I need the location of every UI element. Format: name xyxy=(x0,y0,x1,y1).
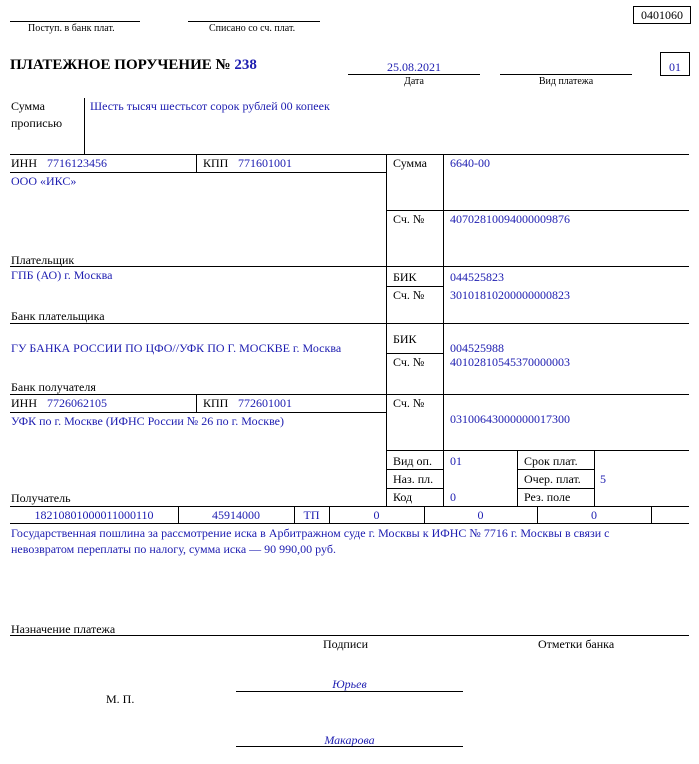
purpose-text-2: невозвратом переплаты по налогу, сумма иска — 90 990,00 руб. xyxy=(11,542,336,556)
payee-kpp-label: КПП xyxy=(203,396,229,410)
grid-line xyxy=(386,469,443,470)
payment-type-label: Вид платежа xyxy=(538,76,594,87)
signature-1: Юрьев xyxy=(332,677,367,691)
tax-doc-date: 0 xyxy=(591,508,597,522)
grid-line xyxy=(386,450,689,451)
form-code: 0401060 xyxy=(633,6,691,24)
signature-2: Макарова xyxy=(324,733,375,747)
payer-bik-label: БИК xyxy=(393,270,417,284)
grid-line xyxy=(10,394,689,395)
grid-line xyxy=(386,154,387,506)
tax-doc-number: 0 xyxy=(477,508,484,522)
payee-bank-name: ГУ БАНКА РОССИИ ПО ЦФО//УФК ПО Г. МОСКВЕ г. Москва xyxy=(11,341,342,355)
grid-line xyxy=(10,635,689,636)
amount-words-label-2: прописью xyxy=(11,116,63,130)
payee-inn: 7726062105 xyxy=(47,396,107,410)
payer-bik: 044525823 xyxy=(450,270,504,284)
payee-account: 03100643000000017300 xyxy=(450,412,570,426)
payee-bik-label: БИК xyxy=(393,332,417,346)
grid-line xyxy=(594,450,595,506)
code-value: 0 xyxy=(450,490,456,504)
payer-label: Плательщик xyxy=(11,253,75,267)
reserve-label: Рез. поле xyxy=(524,490,571,504)
payee-account-label: Сч. № xyxy=(393,396,425,410)
purpose-text-1: Государственная пошлина за рассмотрение иска в Арбитражном суде г. Москвы к ИФНС № 7716 г. Москвы в связи с xyxy=(11,526,610,540)
grid-line xyxy=(517,450,518,506)
debited-label: Списано со сч. плат. xyxy=(209,23,296,34)
date-label: Дата xyxy=(404,76,424,87)
payee-kpp: 772601001 xyxy=(238,396,292,410)
payee-bank-account-label: Сч. № xyxy=(393,355,425,369)
grid-line xyxy=(651,506,652,523)
grid-line xyxy=(10,523,689,524)
grid-line xyxy=(518,469,594,470)
page-title xyxy=(10,57,257,74)
payer-kpp: 771601001 xyxy=(238,156,292,170)
signature-line-1 xyxy=(236,691,463,692)
priority-label: Очер. плат. xyxy=(524,472,581,486)
payer-account-label: Сч. № xyxy=(393,212,425,226)
payee-bank-label: Банк получателя xyxy=(11,380,96,394)
debited-date-line xyxy=(188,21,320,22)
signature-line-2 xyxy=(236,746,463,747)
grid-line xyxy=(196,394,197,412)
purpose-code-label: Наз. пл. xyxy=(393,472,434,486)
op-type-label: Вид оп. xyxy=(393,454,432,468)
grid-line xyxy=(443,154,444,506)
signatures-label: Подписи xyxy=(323,637,369,651)
amount-words-value: Шесть тысяч шестьсот сорок рублей 00 копеек xyxy=(90,99,330,113)
order-date: 25.08.2021 xyxy=(387,60,441,74)
grid-line xyxy=(10,506,689,507)
grid-line xyxy=(10,412,387,413)
grid-line xyxy=(386,353,443,354)
grid-line xyxy=(10,266,689,267)
status-box: 01 xyxy=(660,52,690,76)
tax-period: 0 xyxy=(373,508,380,522)
grid-line xyxy=(386,210,689,211)
kbk: 18210801000011000110 xyxy=(34,508,154,522)
grid-line xyxy=(518,488,594,489)
sum-label: Сумма xyxy=(393,156,427,170)
tax-basis: ТП xyxy=(303,508,320,522)
received-date-line xyxy=(10,21,140,22)
payer-inn: 7716123456 xyxy=(47,156,107,170)
payer-inn-label: ИНН xyxy=(11,156,37,170)
payee-inn-label: ИНН xyxy=(11,396,37,410)
date-line xyxy=(348,74,480,75)
amount-words-divider xyxy=(84,98,85,154)
payee-label: Получатель xyxy=(11,491,71,505)
payer-account: 40702810094000009876 xyxy=(450,212,570,226)
amount-words-label-1: Сумма xyxy=(11,99,45,113)
code-label: Код xyxy=(393,490,413,504)
sum-value: 6640-00 xyxy=(450,156,490,170)
grid-line xyxy=(386,488,443,489)
title-prefix: ПЛАТЕЖНОЕ ПОРУЧЕНИЕ № xyxy=(10,57,231,73)
payer-name: ООО «ИКС» xyxy=(11,174,77,188)
payer-bank-name: ГПБ (АО) г. Москва xyxy=(11,268,113,282)
order-number: 238 xyxy=(234,57,257,73)
payee-bank-account: 40102810545370000003 xyxy=(450,355,570,369)
bank-marks-label: Отметки банка xyxy=(538,637,615,651)
payment-type-line xyxy=(500,74,632,75)
grid-line xyxy=(10,154,689,155)
received-label: Поступ. в банк плат. xyxy=(28,23,115,34)
due-date-label: Срок плат. xyxy=(524,454,578,468)
grid-line xyxy=(10,172,387,173)
grid-line xyxy=(196,154,197,172)
payer-kpp-label: КПП xyxy=(203,156,229,170)
priority-value: 5 xyxy=(600,472,606,486)
payer-bank-account-label: Сч. № xyxy=(393,288,425,302)
oktmo: 45914000 xyxy=(212,508,260,522)
payer-bank-account: 30101810200000000823 xyxy=(450,288,570,302)
purpose-label: Назначение платежа xyxy=(11,622,116,636)
op-type: 01 xyxy=(450,454,462,468)
grid-line xyxy=(386,286,443,287)
payer-bank-label: Банк плательщика xyxy=(11,309,105,323)
payee-name: УФК по г. Москве (ИФНС России № 26 по г. Москве) xyxy=(11,414,284,428)
payee-bik: 004525988 xyxy=(450,341,504,355)
stamp-label: М. П. xyxy=(106,692,135,706)
grid-line xyxy=(10,323,689,324)
